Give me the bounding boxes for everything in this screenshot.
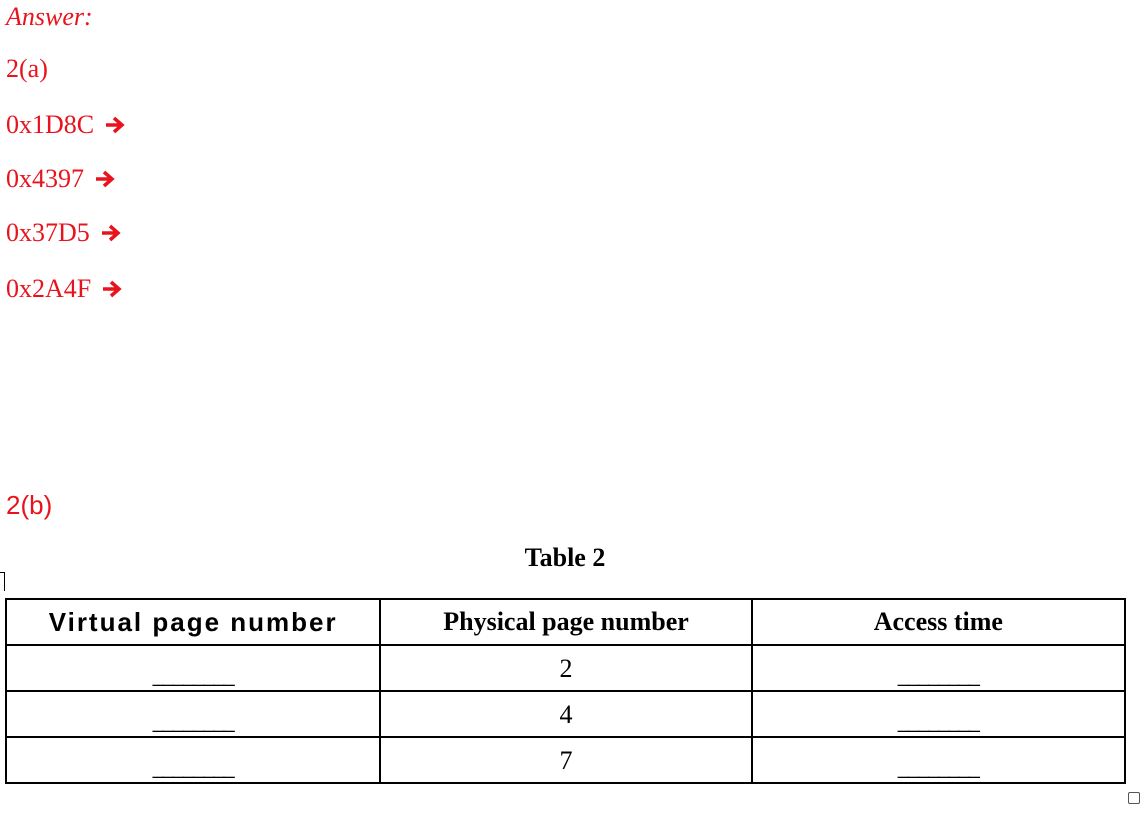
table-header-row	[6, 599, 1125, 645]
right-arrow-icon	[101, 279, 123, 299]
part-b-label: 2(b)	[6, 490, 53, 520]
address-value: 0x37D5	[6, 218, 90, 247]
virtual-page-cell[interactable]: ________	[6, 691, 380, 737]
address-line-1	[6, 110, 126, 140]
header-virtual-page: Virtual page number	[6, 599, 380, 645]
page-table	[5, 598, 1126, 784]
virtual-page-cell[interactable]: ________	[6, 645, 380, 691]
physical-page-cell: 2	[380, 645, 751, 691]
table-title: Table 2	[524, 543, 606, 572]
right-arrow-icon	[104, 115, 126, 135]
virtual-page-cell[interactable]: ________	[6, 737, 380, 783]
address-line-3	[6, 218, 122, 248]
address-value: 0x4397	[6, 164, 84, 193]
part-a-label: 2(a)	[6, 54, 48, 83]
table-row	[6, 737, 1125, 783]
access-time-cell[interactable]: ________	[752, 737, 1125, 783]
address-value: 0x2A4F	[6, 274, 92, 303]
table-row	[6, 691, 1125, 737]
right-arrow-icon	[100, 223, 122, 243]
access-time-cell[interactable]: ________	[752, 645, 1125, 691]
physical-page-cell: 4	[380, 691, 751, 737]
physical-page-cell: 7	[380, 737, 751, 783]
resize-handle[interactable]	[1128, 792, 1140, 804]
table-row	[6, 645, 1125, 691]
right-arrow-icon	[94, 169, 116, 189]
answer-label: Answer:	[6, 2, 93, 31]
address-line-4	[6, 274, 123, 304]
address-line-2	[6, 164, 116, 194]
header-access-time: Access time	[752, 599, 1125, 645]
header-physical-page: Physical page number	[380, 599, 751, 645]
address-value: 0x1D8C	[6, 110, 95, 139]
table-anchor-mark	[0, 572, 5, 591]
access-time-cell[interactable]: ________	[752, 691, 1125, 737]
